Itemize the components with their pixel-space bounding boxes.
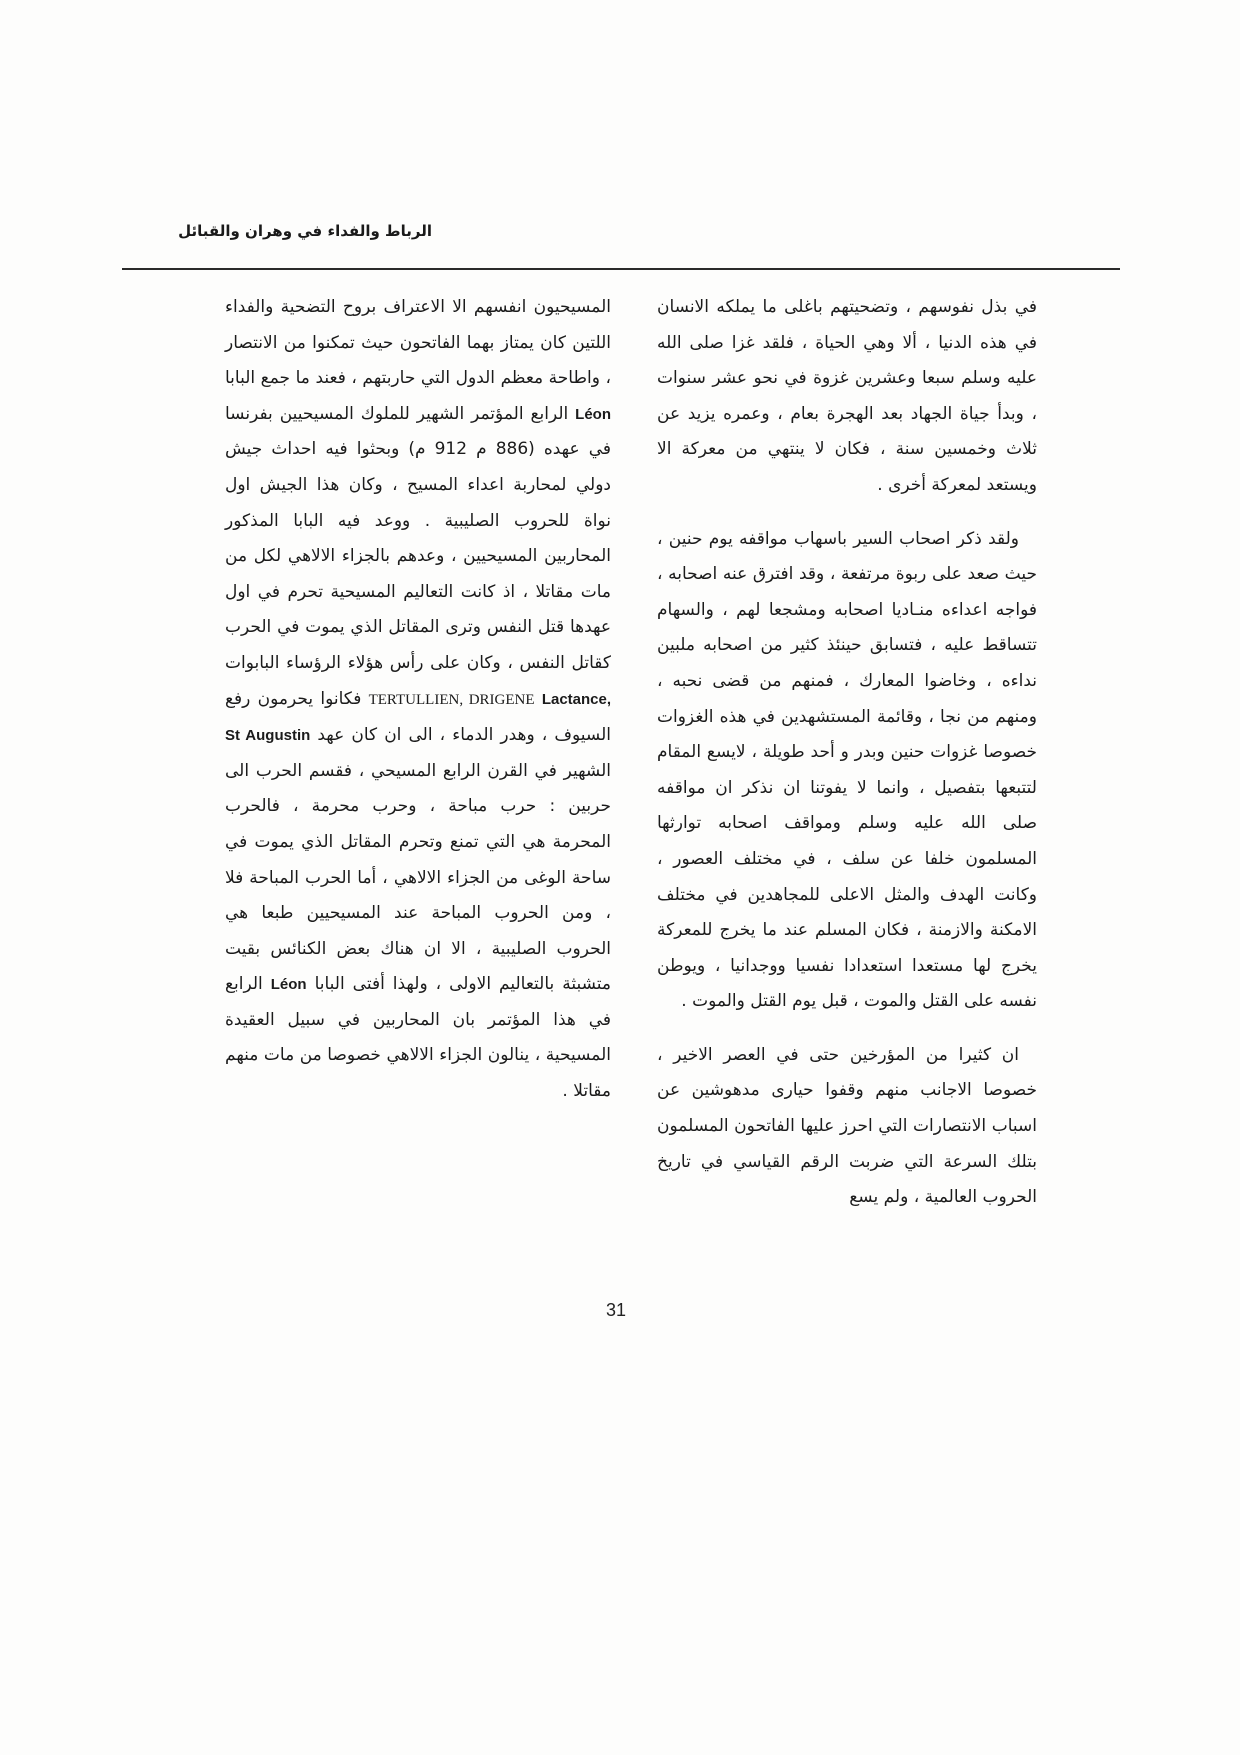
- paragraph: في بذل نفوسهم ، وتضحيتهم باغلى ما يملكه الانسان في هذه الدنيا ، ألا وهي الحياة ، فلقد غزا صلى الله عليه وسلم سبعا وعشرين غزوة في نحو عشر سنوات ، وبدأ جياة الجهاد بعد الهجرة بعام ، وعمره يزيد عن ثلاث وخمسين سنة ، فكان لا ينتهي من معركة الا ويستعد لمعركة أخرى .: [657, 297, 1037, 495]
- paragraph: ولقد ذكر اصحاب السير باسهاب مواقفه يوم حنين ، حيث صعد على ربوة مرتفعة ، وقد افترق عنه اصحابه ، فواجه اعداءه منـاديا اصحابه ومشجعا لهم ، والسهام تتساقط عليه ، فتسابق حينئذ كثير من اصحابه ملبين نداءه ، وخاضوا المعارك ، فمنهم من قضى نحبه ، ومنهم من نجا ، وقائمة المستشهدين في هذه الغزوات خصوصا غزوات حنين وبدر و أحد طويلة ، لايسع المقام لتتبعها بتفصيل ، وانما لا يفوتنا ان نذكر ان مواقفه صلى الله عليه وسلم ومواقف اصحابه توارثها المسلمون خلفا عن سلف ، في مختلف العصور ، وكانت الهدف والمثل الاعلى للمجاهدين في مختلف الامكنة والازمنة ، فكان المسلم عند ما يخرج للمعركة يخرج لها مستعدا استعدادا نفسيا ووجدانيا ، ويوطن نفسه على القتل والموت ، قبل يوم القتل والموت .: [657, 528, 1037, 1012]
- latin-term-leon: Léon: [270, 976, 307, 994]
- right-column: [657, 290, 1037, 1216]
- text-run: الرابع المؤتمر الشهير للملوك المسيحيين بفرنسا في عهده (886 م 912 م) وبحثوا فيه احداث جيش دولي لمحاربة اعداء المسيح ، وكان هذا الجيش اول نواة للحروب الصليبية . ووعد فيه البابا المذكور المحاربين المسيحيين ، وعدهم بالجزاء الالاهي لكل من مات مقاتلا ، اذ كانت التعاليم المسيحية تحرم في اول عهدها قتل النفس وترى المقاتل الذي يموت في الحرب كقاتل النفس ، وكان على رأس هؤلاء الرؤساء البابوات: [225, 403, 611, 673]
- text-run: فكانوا يحرمون رفع السيوف ، وهدر الدماء ، الى ان كان عهد: [225, 688, 611, 746]
- text-run: الشهير في القرن الرابع المسيحي ، فقسم الحرب الى حربين : حرب مباحة ، وحرب محرمة ، فالحرب المحرمة هي التي تمنع وتحرم المقاتل الذي يموت في ساحة الوغى من الجزاء الالاهي ، أما الحرب المباحة فلا ، ومن الحروب المباحة عند المسيحيين طبعا هي الحروب الصليبية ، الا ان هناك بعض الكنائس بقيت متشبثة بالتعاليم الاولى ، ولهذا أفتى البابا: [225, 760, 611, 995]
- latin-term-lactance: Lactance,: [541, 690, 612, 708]
- latin-term-leon: Léon: [575, 405, 611, 423]
- latin-term-augustin: St Augustin: [225, 727, 311, 745]
- text-run: الرابع في هذا المؤتمر بان المحاربين في سبيل العقيدة المسيحية ، ينالون الجزاء الالاهي خصوصا من مات منهم مقاتلا .: [225, 974, 611, 1102]
- running-header: الرباط والفداء في وهران والقبائل: [178, 222, 432, 240]
- header-divider: [122, 268, 1120, 270]
- paragraph: [225, 290, 611, 1110]
- latin-term-tertullien: TERTULLIEN, DRIGENE: [368, 691, 535, 708]
- paragraph: ان كثيرا من المؤرخين حتى في العصر الاخير ، خصوصا الاجانب منهم وقفوا حيارى مدهوشين عن اسباب الانتصارات التي احرز عليها الفاتحون المسلمون بتلك السرعة التي ضربت الرقم القياسي في تاريخ الحروب العالمية ، ولم يسع: [657, 1044, 1037, 1208]
- page-number: 31: [605, 1300, 627, 1320]
- text-run: المسيحيون انفسهم الا الاعتراف بروح التضحية والفداء اللتين كان يمتاز بهما الفاتحون حيث تمكنوا من الانتصار ، واطاحة معظم الدول التي حاربتهم ، فعند ما جمع البابا: [225, 297, 611, 389]
- left-column: [225, 290, 611, 1110]
